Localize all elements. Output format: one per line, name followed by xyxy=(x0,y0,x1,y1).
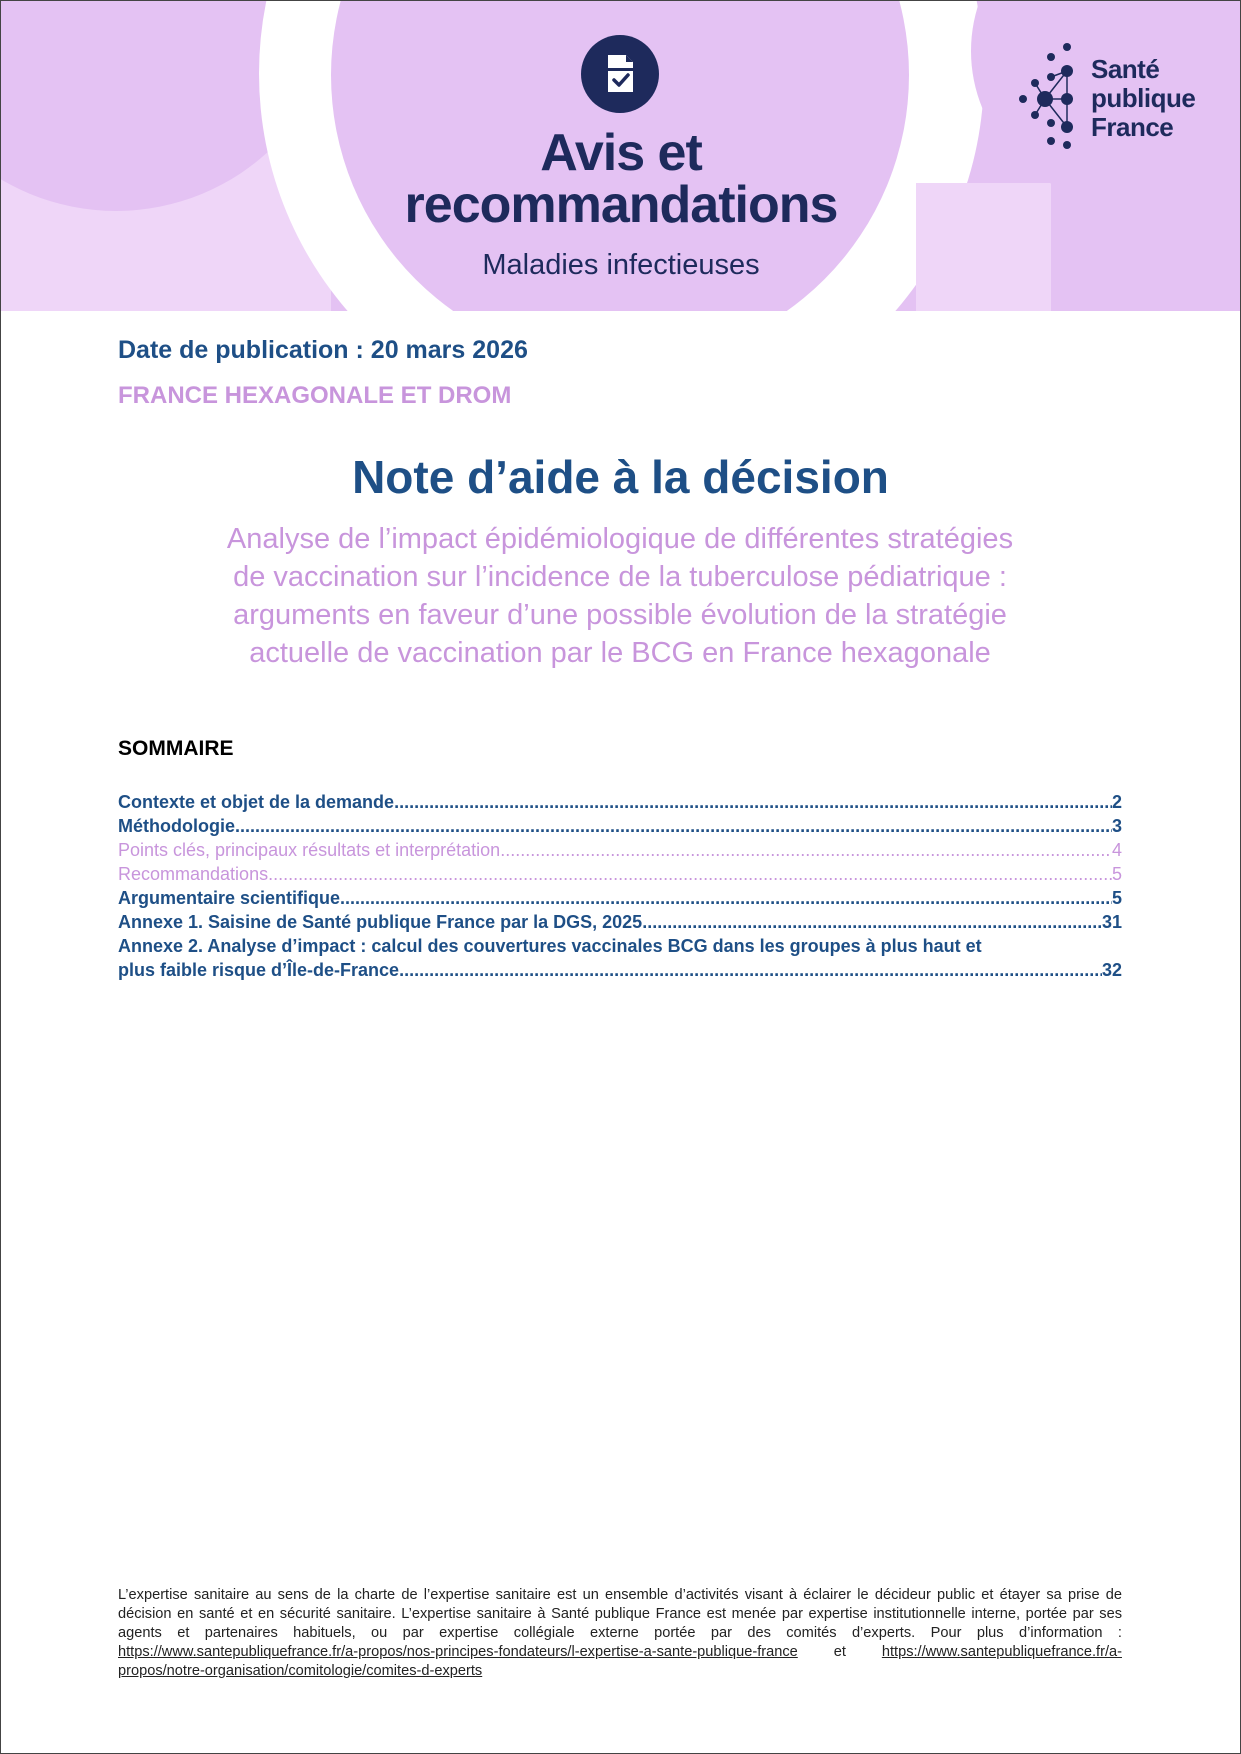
logo-wordmark xyxy=(1091,55,1195,142)
toc-item-label: Contexte et objet de la demande xyxy=(118,792,395,812)
toc-leader xyxy=(268,862,1112,886)
banner-title-line1: Avis et xyxy=(540,124,702,182)
subtitle-line: Analyse de l’impact épidémiologique de différentes stratégies xyxy=(226,523,1014,555)
footer-link-comites[interactable]: https://www.santepubliquefrance.fr/a-propos/notre-organisation/comitologie/comites-d-experts xyxy=(118,1644,1122,1679)
toc-item-points-cles[interactable] xyxy=(118,838,1122,862)
toc-item-methodologie[interactable] xyxy=(118,814,1122,838)
toc-item-page: 5 xyxy=(1111,888,1122,908)
toc-item-label: Annexe 1. Saisine de Santé publique France par la DGS, 2025 xyxy=(118,912,643,932)
publication-date: Date de publication : 20 mars 2026 xyxy=(118,336,528,364)
subtitle-line: actuelle de vaccination par le BCG en France hexagonale xyxy=(249,637,991,669)
toc-leader xyxy=(642,910,1102,934)
toc-leader xyxy=(235,814,1112,838)
toc-item-label-line2: plus faible risque d’Île-de-France xyxy=(118,960,400,980)
document-subtitle xyxy=(140,520,1100,672)
footer-text: L’expertise sanitaire au sens de la charte de l’expertise sanitaire est un ensemble d’activités visant à éclairer le décideur public et étayer sa prise de décision en santé et en sécurité sanitaire. L’expertise sanitaire à Santé publique France est menée par expertise institutionnelle interne, portée par ses agents et partenaires habituels, ou par expertise collégiale externe portée par des comités d’experts. Pour plus d’information : xyxy=(118,1587,1122,1641)
logo-line2: publique xyxy=(1091,83,1196,113)
header-banner xyxy=(1,1,1240,311)
logo-line1: Santé xyxy=(1091,54,1160,84)
subtitle-line: de vaccination sur l’incidence de la tuberculose pédiatrique : xyxy=(233,561,1007,593)
toc-item-page: 3 xyxy=(1111,816,1122,836)
toc-item-page: 32 xyxy=(1101,960,1122,980)
banner-title xyxy=(331,124,911,234)
banner-title-line2: recommandations xyxy=(404,176,838,234)
toc-item-recommandations[interactable] xyxy=(118,862,1122,886)
subtitle-line: arguments en faveur d’une possible évolution de la stratégie xyxy=(233,599,1007,631)
toc-item-label: Argumentaire scientifique xyxy=(118,888,341,908)
toc-heading: SOMMAIRE xyxy=(118,737,234,760)
toc-leader xyxy=(500,838,1112,862)
logo-network-icon xyxy=(1011,41,1091,151)
toc-item-contexte[interactable] xyxy=(118,790,1122,814)
toc-item-annexe-2[interactable] xyxy=(118,934,1122,982)
banner-subtitle: Maladies infectieuses xyxy=(482,249,760,281)
toc-leader xyxy=(394,790,1112,814)
document-check-icon xyxy=(581,35,659,113)
toc-item-label: Méthodologie xyxy=(118,816,235,836)
table-of-contents xyxy=(118,790,1122,982)
toc-item-argumentaire[interactable] xyxy=(118,886,1122,910)
toc-item-label-line1: Annexe 2. Analyse d’impact : calcul des couvertures vaccinales BCG dans les groupes à plus haut et xyxy=(118,936,982,956)
toc-item-annexe-1[interactable] xyxy=(118,910,1122,934)
toc-item-page: 5 xyxy=(1111,864,1122,884)
sante-publique-france-logo xyxy=(1011,41,1221,151)
toc-item-label: Recommandations xyxy=(118,864,269,884)
toc-leader xyxy=(340,886,1112,910)
document-title: Note d’aide à la décision xyxy=(352,451,889,503)
toc-item-page: 4 xyxy=(1111,840,1122,860)
toc-item-page: 31 xyxy=(1101,912,1122,932)
footer-connector: et xyxy=(833,1644,846,1660)
toc-item-page: 2 xyxy=(1111,792,1122,812)
banner-decoration xyxy=(916,183,1051,311)
toc-item-label: Points clés, principaux résultats et interprétation xyxy=(118,840,501,860)
footer-link-expertise[interactable]: https://www.santepubliquefrance.fr/a-propos/nos-principes-fondateurs/l-expertise-a-sante-publique-france xyxy=(118,1644,798,1660)
logo-line3: France xyxy=(1091,112,1174,142)
toc-leader xyxy=(399,958,1102,982)
footer-note xyxy=(118,1586,1122,1681)
region-label: FRANCE HEXAGONALE ET DROM xyxy=(118,382,512,409)
